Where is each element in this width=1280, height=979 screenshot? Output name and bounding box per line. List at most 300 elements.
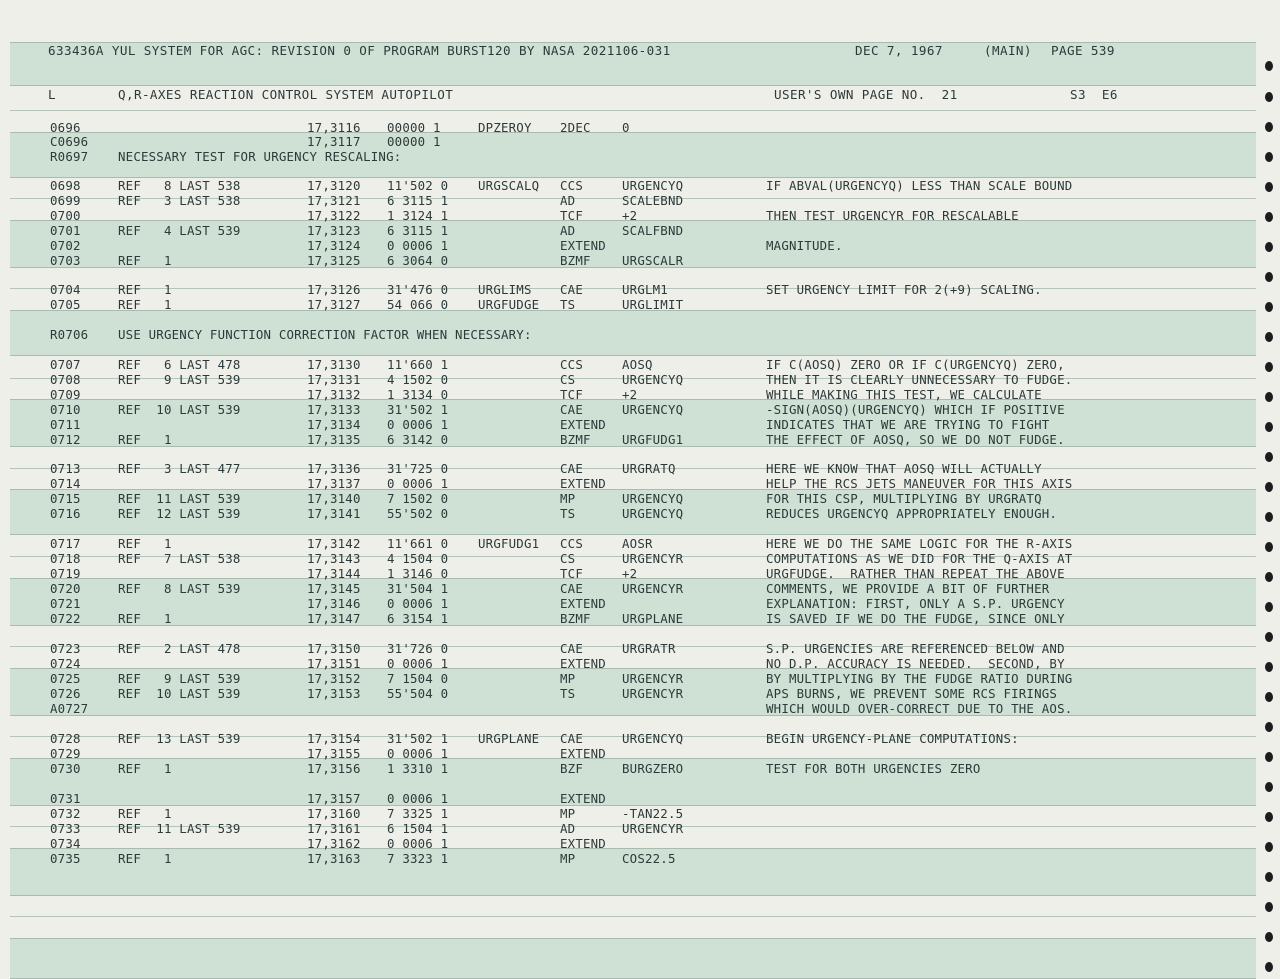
listing-loc: 17,3162 [307, 836, 361, 851]
listing-num: 0725 [50, 671, 81, 686]
listing-loc: 17,3126 [307, 282, 361, 297]
listing-loc: 17,3142 [307, 536, 361, 551]
listing-line [0, 208, 1280, 223]
listing-comment: WHILE MAKING THIS TEST, WE CALCULATE [766, 387, 1042, 402]
feed-hole [1265, 932, 1273, 942]
listing-word: 0 0006 1 [387, 476, 449, 491]
listing-num: R0706 [50, 327, 89, 342]
listing-ref: REF 1 [118, 536, 172, 551]
listing-line [0, 566, 1280, 581]
listing-op: TS [560, 297, 576, 312]
listing-op: CCS [560, 536, 583, 551]
listing-ref: REF 11 LAST 539 [118, 821, 241, 836]
listing-operand: AOSR [622, 536, 653, 551]
listing-comment: HELP THE RCS JETS MANEUVER FOR THIS AXIS [766, 476, 1073, 491]
listing-line [0, 686, 1280, 701]
feed-hole [1265, 782, 1273, 792]
listing-word: 0 0006 1 [387, 238, 449, 253]
listing-comment: IF C(AOSQ) ZERO OR IF C(URGENCYQ) ZERO, [766, 357, 1065, 372]
listing-comment: BEGIN URGENCY-PLANE COMPUTATIONS: [766, 731, 1019, 746]
listing-op: MP [560, 671, 576, 686]
listing-num: 0702 [50, 238, 81, 253]
listing-word: 55'502 0 [387, 506, 449, 521]
listing-comment: INDICATES THAT WE ARE TRYING TO FIGHT [766, 417, 1050, 432]
listing-line [0, 656, 1280, 671]
listing-operand: BURGZERO [622, 761, 684, 776]
listing-loc: 17,3154 [307, 731, 361, 746]
listing-line [0, 851, 1280, 866]
listing-comment: THEN IT IS CLEARLY UNNECESSARY TO FUDGE. [766, 372, 1073, 387]
listing-comment: SET URGENCY LIMIT FOR 2(+9) SCALING. [766, 282, 1042, 297]
listing-op: CS [560, 372, 576, 387]
listing-operand: 0 [622, 120, 630, 135]
feed-hole [1265, 362, 1273, 372]
feed-hole [1265, 92, 1273, 102]
listing-op: BZMF [560, 253, 591, 268]
listing-comment: COMPUTATIONS AS WE DID FOR THE Q-AXIS AT [766, 551, 1073, 566]
listing-ref: REF 12 LAST 539 [118, 506, 241, 521]
listing-num: 0707 [50, 357, 81, 372]
listing-date: DEC 7, 1967 [855, 43, 943, 58]
listing-operand: URGRATR [622, 641, 676, 656]
listing-op: EXTEND [560, 746, 606, 761]
feed-hole [1265, 692, 1273, 702]
listing-op: CAE [560, 641, 583, 656]
listing-operand: URGENCYR [622, 581, 684, 596]
listing-operand: URGRATQ [622, 461, 676, 476]
listing-loc: 17,3140 [307, 491, 361, 506]
feed-hole [1265, 242, 1273, 252]
listing-label: URGLIMS [478, 282, 532, 297]
listing-word: 7 1502 0 [387, 491, 449, 506]
listing-num: 0714 [50, 476, 81, 491]
listing-word: 0 0006 1 [387, 656, 449, 671]
listing-operand: URGPLANE [622, 611, 684, 626]
listing-word: 00000 1 [387, 120, 441, 135]
listing-ref: REF 3 LAST 538 [118, 193, 241, 208]
listing-num: 0731 [50, 791, 81, 806]
listing-word: 6 1504 1 [387, 821, 449, 836]
listing-op: CS [560, 551, 576, 566]
listing-line [0, 372, 1280, 387]
listing-line [0, 551, 1280, 566]
listing-ref: REF 10 LAST 539 [118, 686, 241, 701]
feed-hole [1265, 842, 1273, 852]
listing-op: AD [560, 223, 576, 238]
listing-ref: REF 1 [118, 253, 172, 268]
listing-word: 31'476 0 [387, 282, 449, 297]
listing-line [0, 821, 1280, 836]
listing-word: 31'726 0 [387, 641, 449, 656]
listing-line [0, 223, 1280, 238]
listing-line [0, 357, 1280, 372]
listing-word: 54 066 0 [387, 297, 449, 312]
listing-word: 0 0006 1 [387, 417, 449, 432]
listing-num: 0732 [50, 806, 81, 821]
listing-loc: 17,3147 [307, 611, 361, 626]
listing-num: 0717 [50, 536, 81, 551]
listing-num: 0735 [50, 851, 81, 866]
listing-line [0, 836, 1280, 851]
listing-comment: APS BURNS, WE PREVENT SOME RCS FIRINGS [766, 686, 1058, 701]
listing-loc: 17,3122 [307, 208, 361, 223]
listing-word: 6 3142 0 [387, 432, 449, 447]
listing-num: C0696 [50, 134, 89, 149]
listing-num: 0712 [50, 432, 81, 447]
listing-line [0, 611, 1280, 626]
listing-line [0, 701, 1280, 716]
listing-ref: REF 6 LAST 478 [118, 357, 241, 372]
listing-ref: REF 11 LAST 539 [118, 491, 241, 506]
listing-line [0, 253, 1280, 268]
listing-num: 0699 [50, 193, 81, 208]
rule [10, 110, 1256, 111]
listing-comment: TEST FOR BOTH URGENCIES ZERO [766, 761, 981, 776]
listing-operand: URGENCYR [622, 686, 684, 701]
listing-num: 0715 [50, 491, 81, 506]
listing-loc: 17,3160 [307, 806, 361, 821]
listing-loc: 17,3137 [307, 476, 361, 491]
listing-line [0, 149, 1280, 164]
listing-num: 0723 [50, 641, 81, 656]
listing-op: MP [560, 491, 576, 506]
listing-num: 0711 [50, 417, 81, 432]
page-number: PAGE 539 [1051, 43, 1115, 58]
listing-loc: 17,3156 [307, 761, 361, 776]
listing-num: 0730 [50, 761, 81, 776]
listing-line [0, 641, 1280, 656]
listing-ref: REF 3 LAST 477 [118, 461, 241, 476]
listing-operand: URGFUDG1 [622, 432, 684, 447]
listing-line [0, 432, 1280, 447]
listing-word: 1 3310 1 [387, 761, 449, 776]
listing-loc: 17,3116 [307, 120, 361, 135]
listing-loc: 17,3146 [307, 596, 361, 611]
listing-comment: MAGNITUDE. [766, 238, 843, 253]
listing-num: 0700 [50, 208, 81, 223]
listing-line [0, 806, 1280, 821]
listing-operand: +2 [622, 566, 638, 581]
listing-label: URGPLANE [478, 731, 540, 746]
listing-ref: REF 8 LAST 538 [118, 178, 241, 193]
listing-line [0, 491, 1280, 506]
listing-operand: URGLM1 [622, 282, 668, 297]
listing-line [0, 761, 1280, 776]
listing-line [0, 671, 1280, 686]
listing-word: 00000 1 [387, 134, 441, 149]
listing-ref: REF 10 LAST 539 [118, 402, 241, 417]
listing-line [0, 238, 1280, 253]
listing-loc: 17,3153 [307, 686, 361, 701]
listing-loc: 17,3150 [307, 641, 361, 656]
feed-hole [1265, 152, 1273, 162]
feed-hole [1265, 302, 1273, 312]
listing-line [0, 282, 1280, 297]
listing-op: BZF [560, 761, 583, 776]
listing-operand: SCALFBND [622, 223, 684, 238]
listing-op: TS [560, 686, 576, 701]
listing-op: MP [560, 806, 576, 821]
listing-label: URGFUDG1 [478, 536, 540, 551]
listing-operand: AOSQ [622, 357, 653, 372]
listing-op: TCF [560, 208, 583, 223]
listing-op: AD [560, 821, 576, 836]
listing-word: 1 3124 1 [387, 208, 449, 223]
listing-num: 0721 [50, 596, 81, 611]
listing-word: 0 0006 1 [387, 596, 449, 611]
listing-loc: 17,3135 [307, 432, 361, 447]
listing-operand: URGENCYQ [622, 506, 684, 521]
listing-num: 0722 [50, 611, 81, 626]
listing-line [0, 134, 1280, 149]
listing-num: A0727 [50, 701, 89, 716]
listing-word: 0 0006 1 [387, 836, 449, 851]
listing-num: 0733 [50, 821, 81, 836]
listing-ref: REF 1 [118, 851, 172, 866]
listing-word: 31'502 1 [387, 731, 449, 746]
listing-op: TCF [560, 387, 583, 402]
listing-word: 31'504 1 [387, 581, 449, 596]
listing-comment: S.P. URGENCIES ARE REFERENCED BELOW AND [766, 641, 1065, 656]
listing-word: 1 3146 0 [387, 566, 449, 581]
listing-operand: URGLIMIT [622, 297, 684, 312]
listing-operand: URGENCYR [622, 821, 684, 836]
feed-hole [1265, 902, 1273, 912]
feed-hole [1265, 962, 1273, 972]
feed-hole [1265, 422, 1273, 432]
listing-loc: 17,3157 [307, 791, 361, 806]
listing-ref: REF 1 [118, 611, 172, 626]
listing-num: 0726 [50, 686, 81, 701]
listing-line [0, 596, 1280, 611]
listing-num: 0710 [50, 402, 81, 417]
listing-ref: REF 7 LAST 538 [118, 551, 241, 566]
listing-num: 0724 [50, 656, 81, 671]
feed-hole [1265, 662, 1273, 672]
listing-num: 0704 [50, 282, 81, 297]
listing-loc: 17,3133 [307, 402, 361, 417]
listing-line [0, 536, 1280, 551]
listing-num: 0698 [50, 178, 81, 193]
listing-ref: REF 1 [118, 282, 172, 297]
listing-op: CCS [560, 178, 583, 193]
feed-hole [1265, 392, 1273, 402]
listing-loc: 17,3152 [307, 671, 361, 686]
listing-label: DPZEROY [478, 120, 532, 135]
listing-op: EXTEND [560, 238, 606, 253]
listing-word: 7 1504 0 [387, 671, 449, 686]
listing-ref: REF 8 LAST 539 [118, 581, 241, 596]
feed-hole [1265, 542, 1273, 552]
listing-word: 4 1502 0 [387, 372, 449, 387]
listing-comment: -SIGN(AOSQ)(URGENCYQ) WHICH IF POSITIVE [766, 402, 1065, 417]
listing-word: 11'502 0 [387, 178, 449, 193]
listing-comment: HERE WE DO THE SAME LOGIC FOR THE R-AXIS [766, 536, 1073, 551]
banner: 633436A YUL SYSTEM FOR AGC: REVISION 0 OF PROGRAM BURST120 BY NASA 2021106-031 [48, 43, 671, 58]
listing-line [0, 791, 1280, 806]
listing-remark: USE URGENCY FUNCTION CORRECTION FACTOR WHEN NECESSARY: [118, 327, 532, 342]
listing-title: Q,R-AXES REACTION CONTROL SYSTEM AUTOPILOT [118, 87, 454, 102]
feed-hole [1265, 722, 1273, 732]
listing-num: 0703 [50, 253, 81, 268]
listing-comment: WHICH WOULD OVER-CORRECT DUE TO THE AOS. [766, 701, 1073, 716]
listing-comment: EXPLANATION: FIRST, ONLY A S.P. URGENCY [766, 596, 1065, 611]
listing-op: CAE [560, 282, 583, 297]
feed-hole [1265, 482, 1273, 492]
listing-ref: REF 1 [118, 432, 172, 447]
listing-comment: REDUCES URGENCYQ APPROPRIATELY ENOUGH. [766, 506, 1058, 521]
feed-hole [1265, 182, 1273, 192]
listing-word: 6 3115 1 [387, 223, 449, 238]
listing-ref: REF 13 LAST 539 [118, 731, 241, 746]
listing-line [0, 387, 1280, 402]
listing-line [0, 461, 1280, 476]
listing-num: 0696 [50, 120, 81, 135]
feed-hole [1265, 332, 1273, 342]
feed-hole [1265, 512, 1273, 522]
listing-code: S3 E6 [1070, 87, 1118, 102]
listing-line [0, 178, 1280, 193]
greenbar-11 [10, 938, 1256, 979]
listing-op: CCS [560, 357, 583, 372]
feed-hole [1265, 61, 1273, 71]
listing-mode: L [48, 87, 56, 102]
listing-section: (MAIN) [984, 43, 1032, 58]
listing-word: 31'502 1 [387, 402, 449, 417]
listing-line [0, 746, 1280, 761]
listing-num: 0719 [50, 566, 81, 581]
listing-operand: URGENCYQ [622, 402, 684, 417]
listing-word: 7 3323 1 [387, 851, 449, 866]
listing-num: 0713 [50, 461, 81, 476]
listing-op: EXTEND [560, 656, 606, 671]
feed-hole [1265, 602, 1273, 612]
listing-num: 0705 [50, 297, 81, 312]
listing-comment: THEN TEST URGENCYR FOR RESCALABLE [766, 208, 1019, 223]
listing-operand: +2 [622, 387, 638, 402]
listing-line [0, 297, 1280, 312]
listing-ref: REF 4 LAST 539 [118, 223, 241, 238]
listing-line [0, 731, 1280, 746]
listing-ref: REF 1 [118, 297, 172, 312]
listing-word: 0 0006 1 [387, 746, 449, 761]
listing-num: 0718 [50, 551, 81, 566]
listing-loc: 17,3131 [307, 372, 361, 387]
listing-ref: REF 2 LAST 478 [118, 641, 241, 656]
listing-word: 0 0006 1 [387, 791, 449, 806]
listing-line [0, 417, 1280, 432]
listing-num: 0728 [50, 731, 81, 746]
listing-loc: 17,3145 [307, 581, 361, 596]
listing-op: AD [560, 193, 576, 208]
listing-num: 0716 [50, 506, 81, 521]
listing-operand: URGENCYQ [622, 731, 684, 746]
listing-loc: 17,3125 [307, 253, 361, 268]
listing-word: 6 3115 1 [387, 193, 449, 208]
listing-operand: URGENCYR [622, 551, 684, 566]
listing-comment: NO D.P. ACCURACY IS NEEDED. SECOND, BY [766, 656, 1065, 671]
listing-operand: +2 [622, 208, 638, 223]
listing-operand: COS22.5 [622, 851, 676, 866]
listing-comment: HERE WE KNOW THAT AOSQ WILL ACTUALLY [766, 461, 1042, 476]
listing-operand: URGENCYQ [622, 178, 684, 193]
listing-op: EXTEND [560, 476, 606, 491]
listing-word: 7 3325 1 [387, 806, 449, 821]
listing-label: URGSCALQ [478, 178, 540, 193]
listing-operand: SCALEBND [622, 193, 684, 208]
listing-loc: 17,3117 [307, 134, 361, 149]
listing-line [0, 581, 1280, 596]
listing-word: 1 3134 0 [387, 387, 449, 402]
listing-loc: 17,3130 [307, 357, 361, 372]
listing-operand: URGENCYR [622, 671, 684, 686]
listing-num: 0729 [50, 746, 81, 761]
feed-hole [1265, 122, 1273, 132]
listing-comment: THE EFFECT OF AOSQ, SO WE DO NOT FUDGE. [766, 432, 1065, 447]
listing-loc: 17,3120 [307, 178, 361, 193]
listing-word: 31'725 0 [387, 461, 449, 476]
listing-comment: FOR THIS CSP, MULTIPLYING BY URGRATQ [766, 491, 1042, 506]
listing-op: EXTEND [560, 596, 606, 611]
listing-word: 6 3154 1 [387, 611, 449, 626]
listing-loc: 17,3141 [307, 506, 361, 521]
listing-loc: 17,3151 [307, 656, 361, 671]
listing-word: 11'660 1 [387, 357, 449, 372]
listing-line [0, 327, 1280, 342]
rule [10, 916, 1256, 917]
listing-ref: REF 1 [118, 761, 172, 776]
listing-loc: 17,3127 [307, 297, 361, 312]
listing-op: CAE [560, 581, 583, 596]
feed-hole [1265, 812, 1273, 822]
listing-line [0, 120, 1280, 135]
listing-op: EXTEND [560, 836, 606, 851]
listing-op: 2DEC [560, 120, 591, 135]
feed-hole [1265, 572, 1273, 582]
listing-operand: URGENCYQ [622, 372, 684, 387]
listing-op: MP [560, 851, 576, 866]
listing-op: BZMF [560, 611, 591, 626]
listing-loc: 17,3163 [307, 851, 361, 866]
listing-op: BZMF [560, 432, 591, 447]
feed-hole [1265, 272, 1273, 282]
listing-line [0, 402, 1280, 417]
listing-loc: 17,3132 [307, 387, 361, 402]
listing-loc: 17,3124 [307, 238, 361, 253]
listing-comment: URGFUDGE. RATHER THAN REPEAT THE ABOVE [766, 566, 1065, 581]
listing-op: TCF [560, 566, 583, 581]
feed-hole [1265, 212, 1273, 222]
listing-comment: COMMENTS, WE PROVIDE A BIT OF FURTHER [766, 581, 1050, 596]
listing-op: CAE [560, 731, 583, 746]
listing-num: 0708 [50, 372, 81, 387]
listing-ref: REF 9 LAST 539 [118, 372, 241, 387]
listing-loc: 17,3143 [307, 551, 361, 566]
feed-hole [1265, 752, 1273, 762]
listing-loc: 17,3123 [307, 223, 361, 238]
listing-word: 6 3064 0 [387, 253, 449, 268]
listing-word: 55'504 0 [387, 686, 449, 701]
listing-op: CAE [560, 402, 583, 417]
listing-loc: 17,3134 [307, 417, 361, 432]
listing-remark: NECESSARY TEST FOR URGENCY RESCALING: [118, 149, 402, 164]
listing-comment: BY MULTIPLYING BY THE FUDGE RATIO DURING [766, 671, 1073, 686]
listing-line [0, 506, 1280, 521]
listing-num: R0697 [50, 149, 89, 164]
listing-num: 0701 [50, 223, 81, 238]
feed-hole [1265, 632, 1273, 642]
listing-num: 0734 [50, 836, 81, 851]
